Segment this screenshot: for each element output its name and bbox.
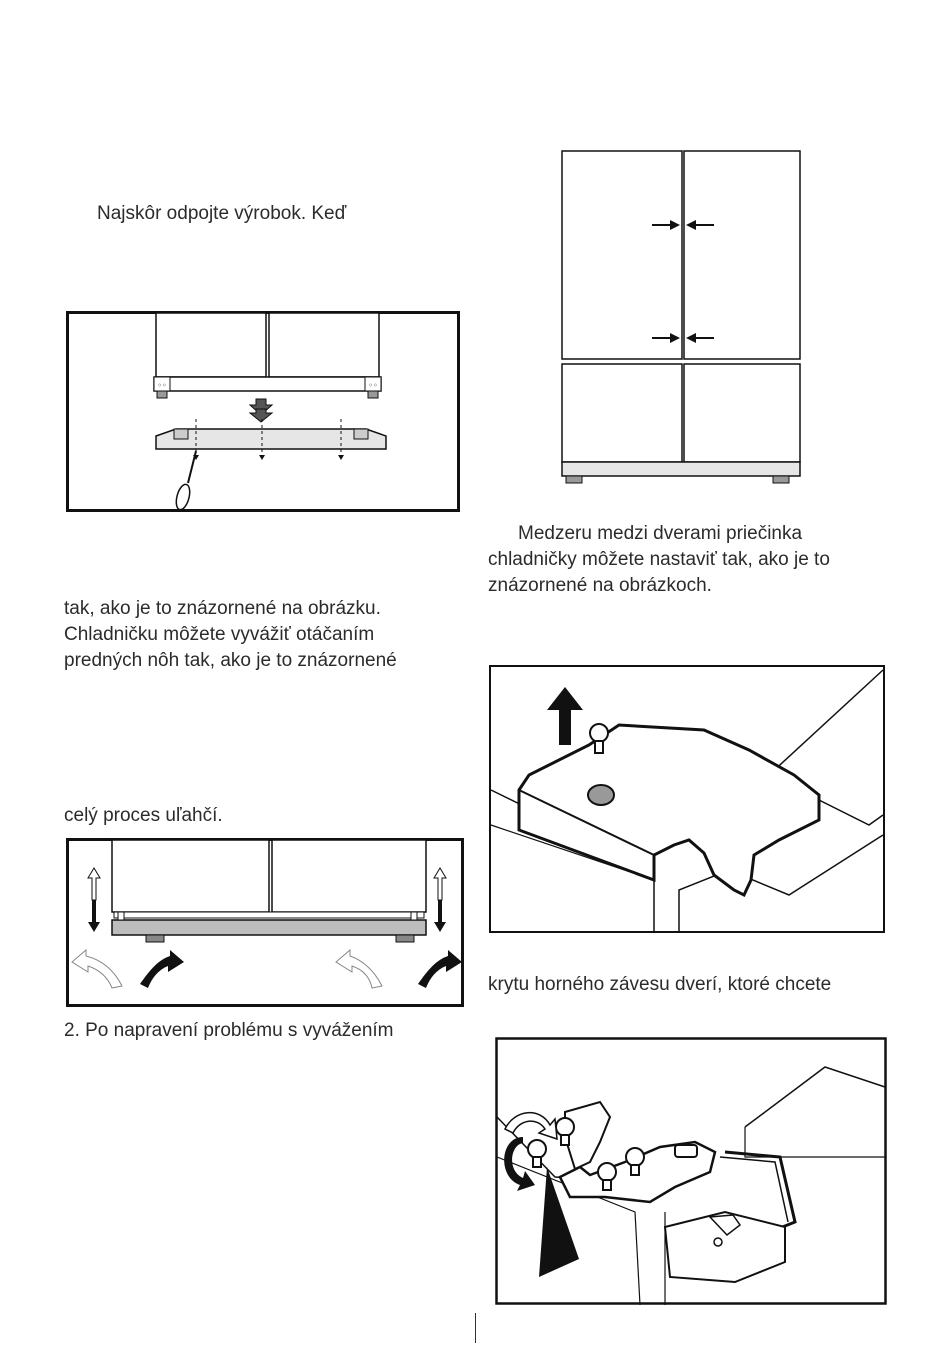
paragraph-door-gap-line1: Medzeru medzi dverami priečinka	[518, 523, 803, 544]
svg-text:◦◦: ◦◦	[368, 381, 378, 390]
figure-hinge-cover	[489, 665, 885, 933]
figure-door-gap	[558, 148, 806, 488]
figure-leveling-feet	[66, 838, 464, 1008]
paragraph-level-line2: Chladničku môžete vyvážiť otáčaním	[64, 624, 375, 645]
page-divider	[475, 1313, 476, 1343]
paragraph-hinge-cover: krytu horného závesu dverí, ktoré chcete	[488, 974, 832, 995]
figure-hinge-screws	[495, 1037, 887, 1305]
svg-text:◦◦: ◦◦	[157, 381, 167, 390]
paragraph-step-2: 2. Po napravení problému s vyvážením	[64, 1020, 394, 1041]
figure-base-cover	[66, 311, 460, 512]
paragraph-process: celý proces uľahčí.	[64, 805, 223, 826]
paragraph-unplug: Najskôr odpojte výrobok. Keď	[97, 203, 347, 224]
paragraph-door-gap-line2: chladničky môžete nastaviť tak, ako je to	[488, 549, 830, 570]
paragraph-door-gap-line3: znázornené na obrázkoch.	[488, 575, 712, 596]
paragraph-level-line1: tak, ako je to znázornené na obrázku.	[64, 598, 381, 619]
paragraph-level-line3: predných nôh tak, ako je to znázornené	[64, 650, 397, 671]
